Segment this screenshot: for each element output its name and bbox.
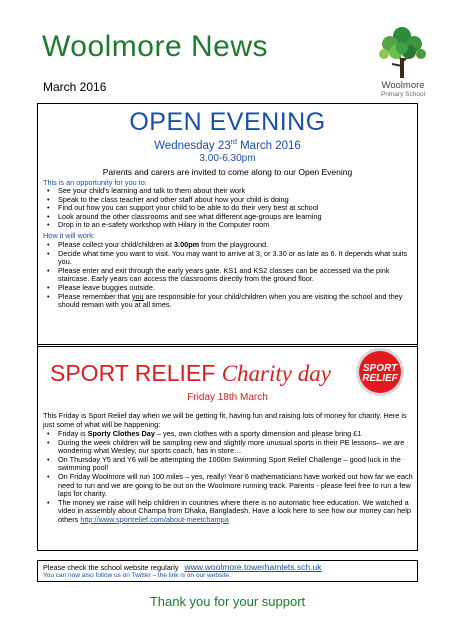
item-text: – yes, own clothes with a sporty dimension and please bring £1 (154, 429, 362, 438)
sr-title-main: SPORT RELIEF (50, 360, 222, 386)
list-item: • Please leave buggies outside. (43, 284, 413, 293)
item-text: The money we raise will help children in countries where there is no automatic free education. We watched a video in assembly about Champa from Dhaka, Bangladesh. Have a look here to see how our money can help others (58, 497, 411, 524)
open-evening-date (37, 139, 418, 152)
item-text: from the playground. (199, 240, 269, 249)
list-item: • Look around the other classrooms and see what different age-groups are learning (43, 213, 413, 222)
open-evening-intro: Parents and carers are invited to come along to our Open Evening (102, 167, 353, 177)
thanks-message: Thank you for your support (149, 594, 306, 609)
tree-icon (372, 24, 432, 80)
list-item: • Speak to the class teacher and other staff about how your child is doing (43, 196, 413, 205)
oe-date-prefix: Wednesday 23 (154, 139, 231, 152)
issue-date: March 2016 (43, 80, 107, 94)
list-item: • Please enter and exit through the early years gate. KS1 and KS2 classes can be accessed via the pink staircase. Early years can access the classrooms directly from the ground floor. (43, 267, 413, 284)
oe-section2-list (43, 241, 413, 310)
open-evening-time: 3.00-6.30pm (199, 153, 256, 164)
school-website-link[interactable]: www.woolmore.towerhamlets.sch.uk (184, 562, 322, 572)
list-item: • On Thursday Y5 and Y6 will be attempting the 1000m Swimming Sport Relief Challenge – good luck in the swimming pool! (43, 456, 413, 473)
oe-section1-heading: This is an opportunity for you to: (43, 178, 147, 187)
footer-line1 (43, 562, 321, 572)
item-underline: you (131, 291, 144, 301)
item-text: are responsible for your child/children when you are visiting the school and they should remain with you at all times. (58, 291, 403, 310)
sport-relief-title (50, 360, 331, 387)
footer-line2: You can now also follow us on Twitter – the link is on our website. (43, 572, 231, 579)
list-item: • Find out how you can support your child to be able to do their very best at school (43, 204, 413, 213)
sr-logo-line1: SPORT (362, 363, 398, 374)
list-item (43, 499, 413, 525)
logo-school-name: Woolmore (381, 80, 425, 91)
logo-school-subtitle: Primary School (380, 91, 426, 98)
item-text: Please remember that (58, 291, 132, 301)
newsletter-title: Woolmore News (42, 30, 269, 63)
list-item: • On Friday Woolmore will run 100 miles – yes, really! Year 6 mathematicians have worked out how far we each need to run and we are going to be out on the Woolmore running track. Parents - please feel free to run a few laps for charity. (43, 473, 413, 499)
sr-list (43, 430, 413, 525)
list-item: • See your child's learning and talk to them about their work (43, 187, 413, 196)
list-item (43, 293, 413, 310)
school-logo (372, 24, 432, 80)
sport-relief-link[interactable]: http://www.sportrelief.com/about-meetchampa (80, 514, 229, 524)
sport-relief-logo (355, 347, 405, 397)
oe-section1-list (43, 187, 413, 230)
open-evening-title: OPEN EVENING (129, 108, 326, 136)
item-bold: 3.00pm (174, 240, 200, 249)
item-text: Please collect your child/children at (58, 240, 174, 249)
oe-section2-heading: How it will work: (43, 231, 95, 240)
sr-logo-line2: RELIEF (362, 373, 398, 384)
footer-text: Please check the school website regularly (43, 563, 179, 572)
sport-relief-date: Friday 18th March (187, 392, 268, 403)
list-item: • During the week children will be sampling new and slightly more unusual sports in their PE lessons– we are wondering what Wesley, our sports coach, has in store… (43, 439, 413, 456)
oe-date-sup: rd (230, 139, 237, 146)
oe-date-suffix: March 2016 (236, 139, 301, 152)
list-item: • Decide what time you want to visit. You may want to arrive at 3, or 3.30 or as late as 6. It depends what suits you. (43, 250, 413, 267)
item-text: Friday is (58, 429, 88, 438)
sport-relief-intro: This Friday is Sport Relief day when we will be getting fit, having fun and raising lots of money for charity. Here is just some of what will be happening: (43, 411, 407, 429)
sr-title-charity: Charity day (221, 361, 331, 386)
list-item: • Drop in to an e-safety workshop with Hilary in the Computer room (43, 221, 413, 230)
item-bold: Sporty Clothes Day (87, 429, 155, 438)
